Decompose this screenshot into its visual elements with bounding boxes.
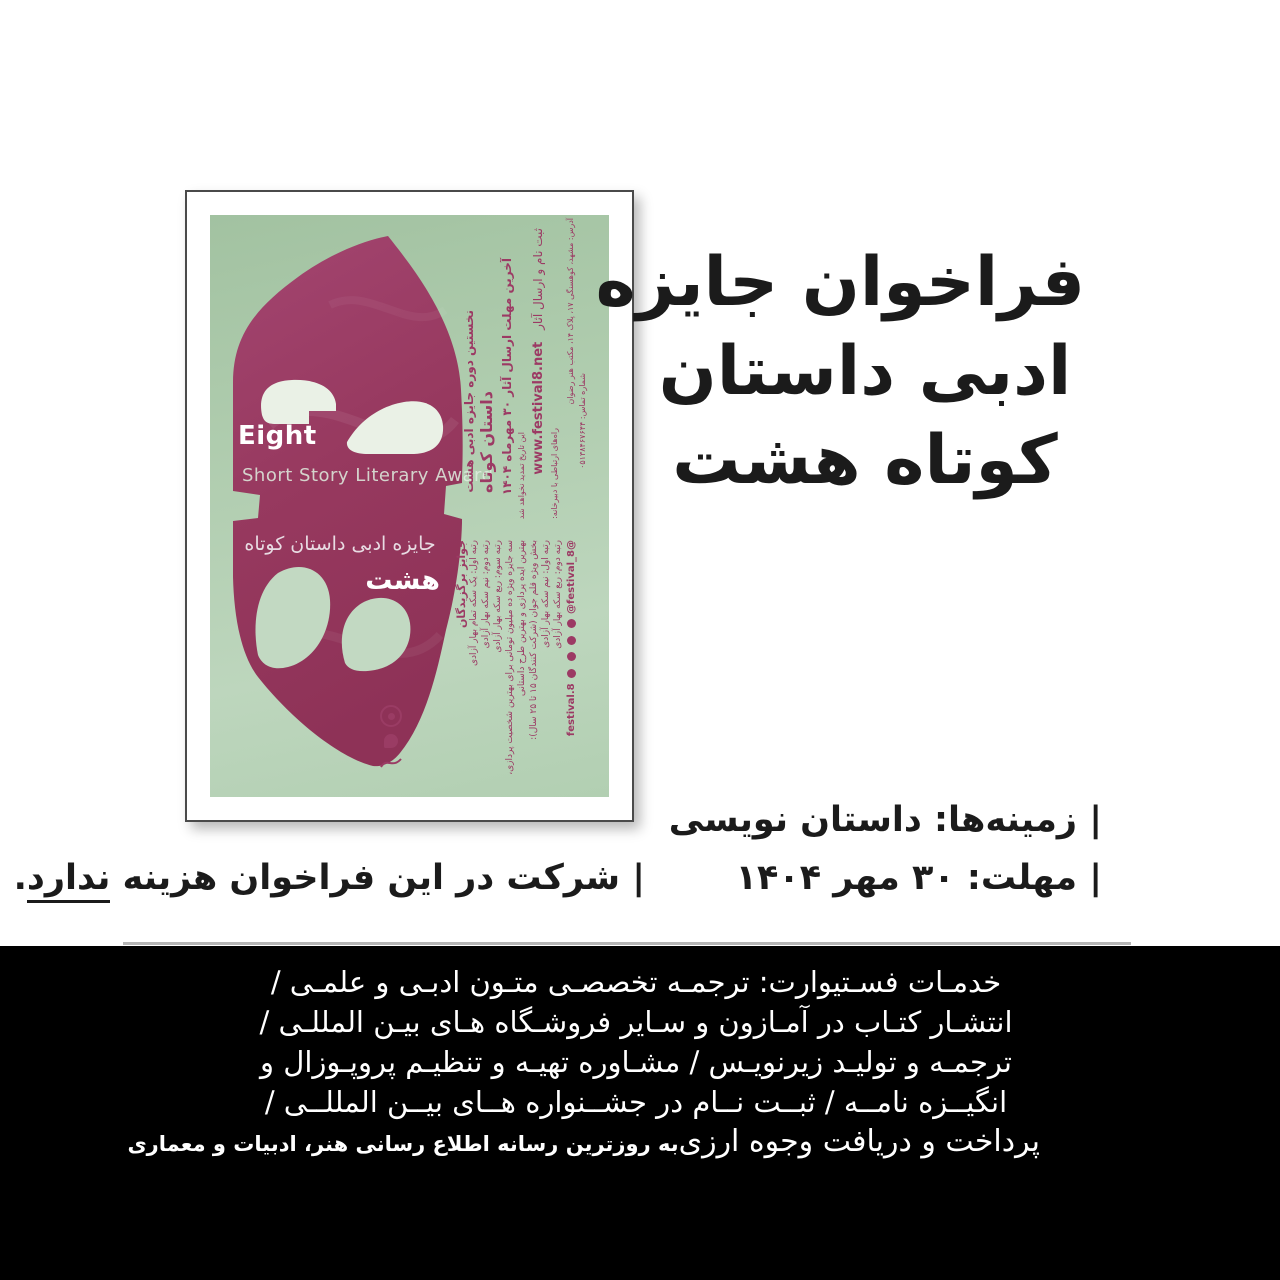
poster-prize-item: رتبه اول: نیم سکه بهار آزادی bbox=[541, 540, 551, 648]
social-icon bbox=[567, 636, 576, 645]
headline bbox=[595, 238, 1085, 505]
footer-line: انگیــزه نامــه / ثبــت نــام در جشــنواره هــای بیــن المللــی / bbox=[264, 1085, 1008, 1119]
poster-background bbox=[210, 215, 609, 797]
footer-line: خدمـات فسـتیوارت: ترجمـه تخصصـی متـون ادبـی و علمـی / bbox=[270, 965, 1002, 999]
calligraphy-signature-icon bbox=[379, 755, 403, 771]
poster-social-handle: @festival_8 bbox=[566, 550, 577, 614]
poster-prize-item: رتبه سوم: ربع سکه بهار آزادی bbox=[493, 540, 503, 653]
poster-phone-text: شماره تماس: ۰۵۱۳۸۴۶۷۶۴۴ bbox=[578, 373, 587, 469]
social-icon bbox=[567, 619, 576, 628]
poster-english-subtitle: Short Story Literary Award bbox=[242, 465, 494, 486]
festival-seal-icon bbox=[380, 705, 402, 727]
poster-address-text: آدرس: مشهد، کوهسنگی ۱۷، پلاک ۱۴، مکتب هنر رضوان bbox=[566, 218, 575, 405]
poster-register-text: ثبت نام و ارسال آثار www.festival8.net bbox=[531, 228, 546, 475]
partner-logo-icon bbox=[384, 734, 398, 748]
footer-text-block bbox=[232, 962, 1040, 1122]
poster-edition-bold-text: داستان کوتاه bbox=[477, 391, 496, 493]
media-tagline: به روزترین رسانه اطلاع رسانی هنر، ادبیات و معماری bbox=[127, 1132, 679, 1156]
poster-website: www.festival8.net bbox=[531, 341, 546, 475]
poster bbox=[185, 190, 634, 822]
poster-logo-stack bbox=[373, 705, 409, 771]
poster-prize-item: رتبه اول: یک سکه تمام بهار آزادی bbox=[469, 540, 479, 667]
poster-prize-item: سه جایزه ویژه ده میلیون تومانی برای بهترین شخصیت پردازی، bbox=[505, 540, 515, 775]
poster-prizes-header: جوایز برگزیدگان bbox=[455, 540, 468, 629]
poster-english-title: Eight bbox=[238, 421, 317, 451]
poster-prize-item: رتبه دوم: ربع سکه بهار آزادی bbox=[553, 540, 563, 649]
payment-line: پرداخت و دریافت وجوه ارزی bbox=[678, 1124, 1040, 1159]
deadline-line: | مهلت: ۳۰ مهر ۱۴۰۴ bbox=[735, 858, 1102, 898]
footer-bottom-row bbox=[127, 1124, 1040, 1159]
social-icon bbox=[567, 652, 576, 661]
fields-line: | زمینه‌ها: داستان نویسی bbox=[668, 800, 1102, 840]
separator-line bbox=[123, 942, 1131, 945]
headline-line: ادبی داستان bbox=[658, 332, 1072, 411]
footer-line: انتشـار کتـاب در آمـازون و سـایر فروشـگاه هـای بیـن المللـی / bbox=[259, 1005, 1013, 1039]
services-footer bbox=[0, 946, 1280, 1280]
poster-prize-item: بخش ویژه قلم جوان (شرکت کنندگان ۱۵ تا ۲۵ سال): bbox=[529, 540, 539, 740]
poster-prize-item: بهترین ایده پردازی و بهترین طرح داستانی bbox=[517, 540, 527, 697]
poster-center-title: جایزه ادبی داستان کوتاه bbox=[244, 533, 436, 555]
poster-edition-text: نخستین دوره جایزه ادبی هشت bbox=[462, 310, 476, 493]
free-participation-line: | شرکت در این فراخوان هزینه ندارد. bbox=[14, 858, 645, 898]
poster-deadline-note: این تاریخ تمدید نخواهد شد bbox=[517, 432, 526, 520]
social-icon bbox=[567, 669, 576, 678]
headline-line: فراخوان جایزه bbox=[595, 243, 1085, 322]
poster-prize-item: رتبه دوم: نیم سکه بهار آزادی bbox=[481, 540, 491, 649]
poster-center-title-bold: هشت bbox=[365, 565, 440, 596]
poster-deadline-text: آخرین مهلت ارسال آثار ۳۰ مهرماه ۱۴۰۴ bbox=[500, 258, 514, 496]
poster-social-row bbox=[566, 540, 580, 737]
poster-contact-note: راه‌های ارتباطی با دبیرخانه: bbox=[550, 428, 559, 519]
underlined-word: ندارد bbox=[27, 858, 110, 903]
footer-line: ترجمـه و تولیـد زیرنویـس / مشـاوره تهیـه و تنظیـم پروپـوزال و bbox=[260, 1045, 1012, 1079]
poster-social-handle: @festival.8 bbox=[566, 540, 577, 737]
headline-line: کوتاه هشت bbox=[672, 421, 1058, 500]
